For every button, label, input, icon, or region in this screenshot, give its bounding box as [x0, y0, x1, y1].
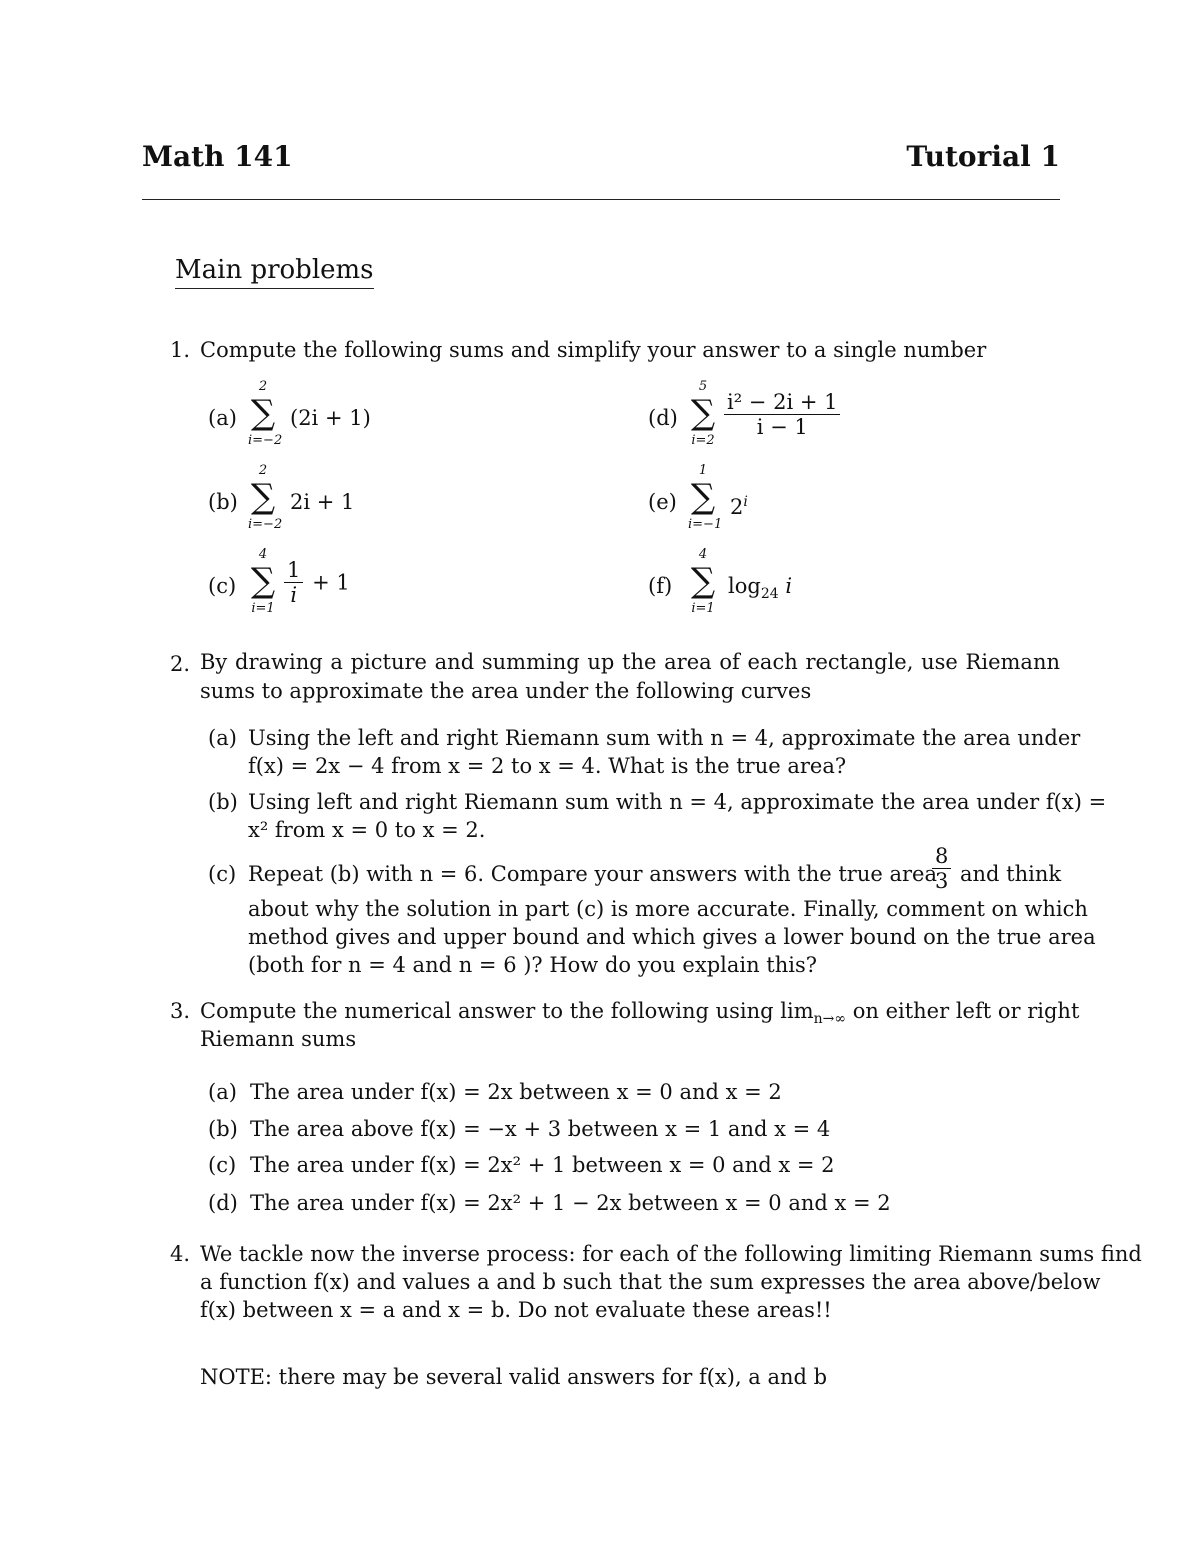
p3-lim-sub: n→∞ [813, 1011, 847, 1028]
sum-d-denominator: i − 1 [756, 415, 808, 439]
sum-c-denominator: i [290, 583, 298, 607]
sigma-icon: ∑ [250, 561, 276, 601]
sum-e-upper: 1 [698, 463, 708, 478]
header-rule [142, 199, 1060, 200]
sum-c-upper: 4 [258, 547, 268, 562]
tutorial-title: Tutorial 1 [906, 140, 1060, 173]
sum-c-expr [282, 558, 350, 607]
problem-1-text: Compute the following sums and simplify your answer to a single number [200, 338, 987, 362]
sum-f-label: (f) [648, 574, 673, 598]
sum-e-base: 2 [730, 495, 744, 519]
sum-a-upper: 2 [258, 379, 268, 394]
sum-e-expr [730, 488, 748, 521]
p2-b-label: (b) [208, 790, 238, 814]
sum-f-log: log [728, 574, 761, 598]
problem-4-line1: We tackle now the inverse process: for each of the following limiting Riemann sums find [200, 1242, 1142, 1266]
sum-d-numerator: i² − 2i + 1 [724, 390, 840, 415]
p3-d-label: (d) [208, 1191, 238, 1215]
p3-c-label: (c) [208, 1153, 237, 1177]
sum-f-base: 24 [760, 586, 779, 603]
sigma-icon: ∑ [250, 393, 276, 433]
p3-line1b: on either left or right [852, 999, 1080, 1023]
sum-c-lower: i=1 [251, 601, 275, 616]
sum-d-lower: i=2 [691, 433, 715, 448]
p2-c-frac-num: 8 [932, 844, 951, 869]
sum-c-rest: + 1 [312, 570, 350, 595]
sum-e-lower: i=−1 [688, 517, 723, 532]
p2-c-line3: method gives and upper bound and which gives a lower bound on the true area [248, 925, 1096, 949]
p3-b-label: (b) [208, 1117, 238, 1141]
sigma-icon: ∑ [690, 477, 716, 517]
section-title: Main problems [175, 254, 374, 289]
sum-d-expr [722, 390, 842, 439]
sum-c-label: (c) [208, 574, 237, 598]
p3-a-label: (a) [208, 1080, 237, 1104]
sum-d-label: (d) [648, 406, 678, 430]
problem-4-line2: a function f(x) and values a and b such that the sum expresses the area above/below [200, 1270, 1101, 1294]
sum-f-upper: 4 [698, 547, 708, 562]
problem-4-line3: f(x) between x = a and x = b. Do not evaluate these areas!! [200, 1298, 832, 1322]
problem-4-note: NOTE: there may be several valid answers for f(x), a and b [200, 1365, 828, 1389]
p2-a-line1: Using the left and right Riemann sum with n = 4, approximate the area under [248, 726, 1081, 750]
sum-b-expr: 2i + 1 [290, 490, 355, 514]
p2-c-line1b: and think [960, 862, 1062, 886]
p2-a-line2: f(x) = 2x − 4 from x = 2 to x = 4. What is the true area? [248, 754, 847, 778]
p2-b-line1: Using left and right Riemann sum with n = 4, approximate the area under f(x) = [248, 790, 1107, 814]
p3-b-text: The area above f(x) = −x + 3 between x = 1 and x = 4 [250, 1117, 831, 1141]
sum-a-expr: (2i + 1) [290, 406, 371, 430]
sum-b-lower: i=−2 [248, 517, 283, 532]
sum-f-lower: i=1 [691, 601, 715, 616]
p3-c-text: The area under f(x) = 2x² + 1 between x = 0 and x = 2 [250, 1153, 835, 1177]
sum-a-lower: i=−2 [248, 433, 283, 448]
p2-c-line2: about why the solution in part (c) is more accurate. Finally, comment on which [248, 897, 1088, 921]
sum-e-label: (e) [648, 490, 677, 514]
sigma-icon: ∑ [690, 561, 716, 601]
problem-1-number: 1. [169, 338, 190, 362]
sum-b-upper: 2 [258, 463, 268, 478]
p3-a-text: The area under f(x) = 2x between x = 0 and x = 2 [250, 1080, 782, 1104]
p2-c-label: (c) [208, 862, 237, 886]
sum-f-arg: i [785, 574, 793, 598]
p2-b-line2: x² from x = 0 to x = 2. [248, 818, 486, 842]
p2-c-line4: (both for n = 4 and n = 6 )? How do you explain this? [248, 953, 818, 977]
problem-2-text: By drawing a picture and summing up the area of each rectangle, use Riemann sums to approximate the area under the following curves [200, 650, 1060, 703]
p2-c-fraction [930, 844, 953, 893]
p2-c-frac-den: 3 [935, 869, 949, 893]
course-title: Math 141 [142, 140, 293, 173]
sum-d-upper: 5 [698, 379, 708, 394]
p2-a-label: (a) [208, 726, 237, 750]
sum-c-numerator: 1 [284, 558, 303, 583]
problem-4-number: 4. [169, 1242, 190, 1266]
p3-line1a: Compute the numerical answer to the following using lim [200, 999, 814, 1023]
problem-3-line2: Riemann sums [200, 1027, 357, 1051]
problem-3-number: 3. [169, 999, 190, 1023]
sum-b-label: (b) [208, 490, 238, 514]
sigma-icon: ∑ [690, 393, 716, 433]
sum-e-exponent: i [743, 494, 748, 510]
sum-f-expr [728, 572, 792, 608]
problem-2-number: 2. [169, 652, 190, 676]
sum-a-label: (a) [208, 406, 237, 430]
sigma-icon: ∑ [250, 477, 276, 517]
p3-d-text: The area under f(x) = 2x² + 1 − 2x between x = 0 and x = 2 [250, 1191, 891, 1215]
p2-c-line1a: Repeat (b) with n = 6. Compare your answers with the true area [248, 862, 937, 886]
